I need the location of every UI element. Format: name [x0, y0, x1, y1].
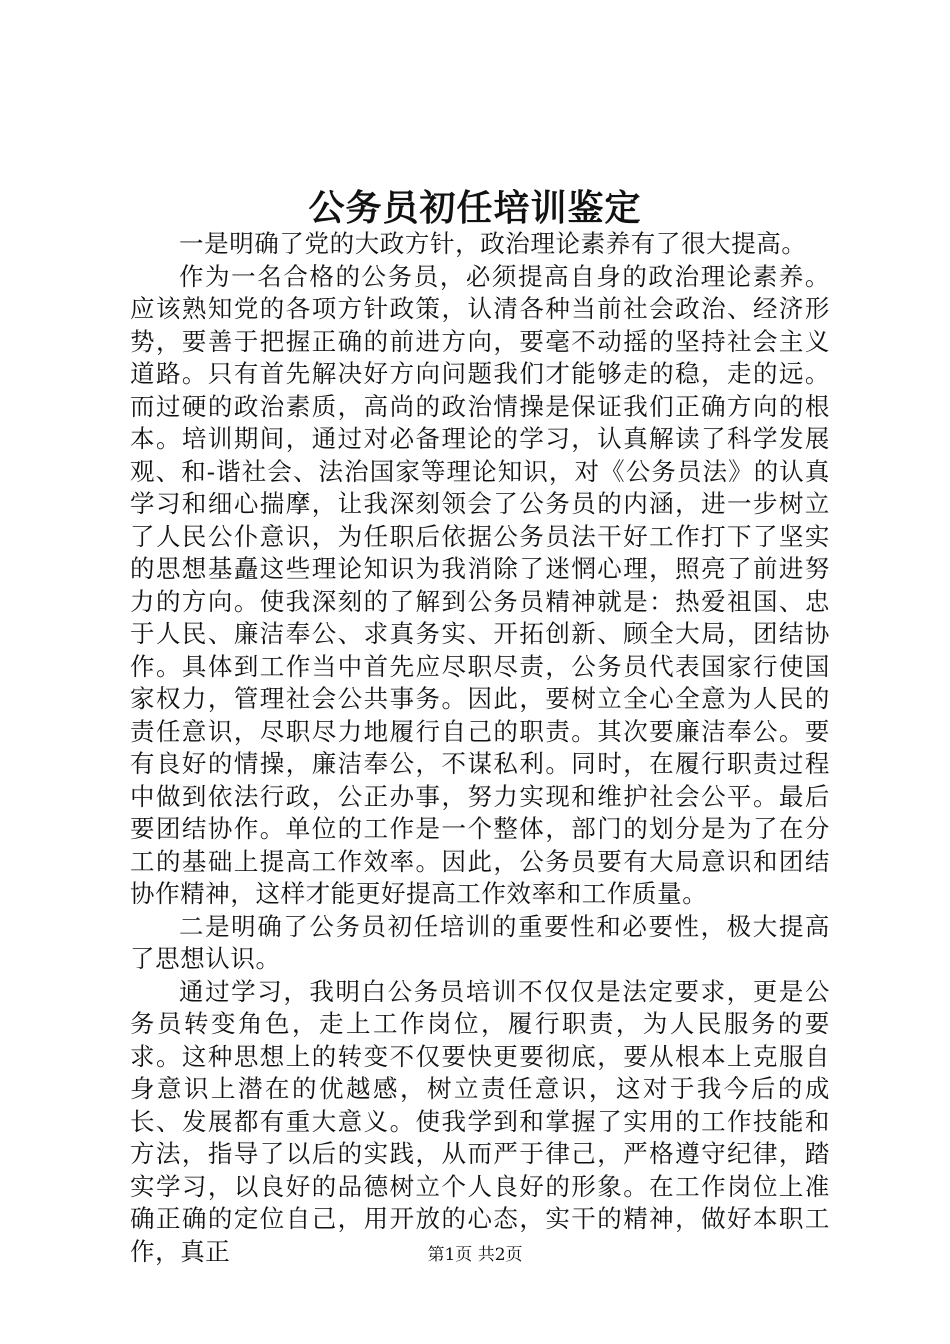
- document-body: [130, 228, 830, 1268]
- page-number-footer: 第1页 共2页: [427, 1245, 523, 1265]
- paragraph-3: 二是明确了公务员初任培训的重要性和必要性，极大提高了思想认识。: [130, 911, 830, 973]
- document-title: 公务员初任培训鉴定: [308, 187, 642, 229]
- paragraph-2: 作为一名合格的公务员，必须提高自身的政治理论素养。应该熟知党的各项方针政策，认清各种当前社会政治、经济形势，要善于把握正确的前进方向，要毫不动摇的坚持社会主义道路。只有首先解决好方向问题我们才能够走的稳，走的远。而过硬的政治素质，高尚的政治情操是保证我们正确方向的根本。培训期间，通过对必备理论的学习，认真解读了科学发展观、和-谐社会、法治国家等理论知识，对《公务员法》的认真学习和细心揣摩，让我深刻领会了公务员的内涵，进一步树立了人民公仆意识，为任职后依据公务员法干好工作打下了坚实的思想基矗这些理论知识为我消除了迷惘心理，照亮了前进努力的方向。使我深刻的了解到公务员精神就是：热爱祖国、忠于人民、廉洁奉公、求真务实、开拓创新、顾全大局，团结协作。具体到工作当中首先应尽职尽责，公务员代表国家行使国家权力，管理社会公共事务。因此，要树立全心全意为人民的责任意识，尽职尽力地履行自己的职责。其次要廉洁奉公。要有良好的情操，廉洁奉公，不谋私利。同时，在履行职责过程中做到依法行政，公正办事，努力实现和维护社会公平。最后要团结协作。单位的工作是一个整体，部门的划分是为了在分工的基础上提高工作效率。因此，公务员要有大局意识和团结协作精神，这样才能更好提高工作效率和工作质量。: [130, 261, 830, 908]
- paragraph-4: 通过学习，我明白公务员培训不仅仅是法定要求，更是公务员转变角色，走上工作岗位，履行职责，为人民服务的要求。这种思想上的转变不仅要快更要彻底，要从根本上克服自身意识上潜在的优越感，树立责任意识，这对于我今后的成长、发展都有重大意义。使我学到和掌握了实用的工作技能和方法，指导了以后的实践，从而严于律己，严格遵守纪律，踏实学习，以良好的品德树立个人良好的形象。在工作岗位上准确正确的定位自己，用开放的心态，实干的精神，做好本职工作，真正: [130, 976, 830, 1266]
- paragraph-1: 一是明确了党的大政方针，政治理论素养有了很大提高。: [179, 229, 807, 258]
